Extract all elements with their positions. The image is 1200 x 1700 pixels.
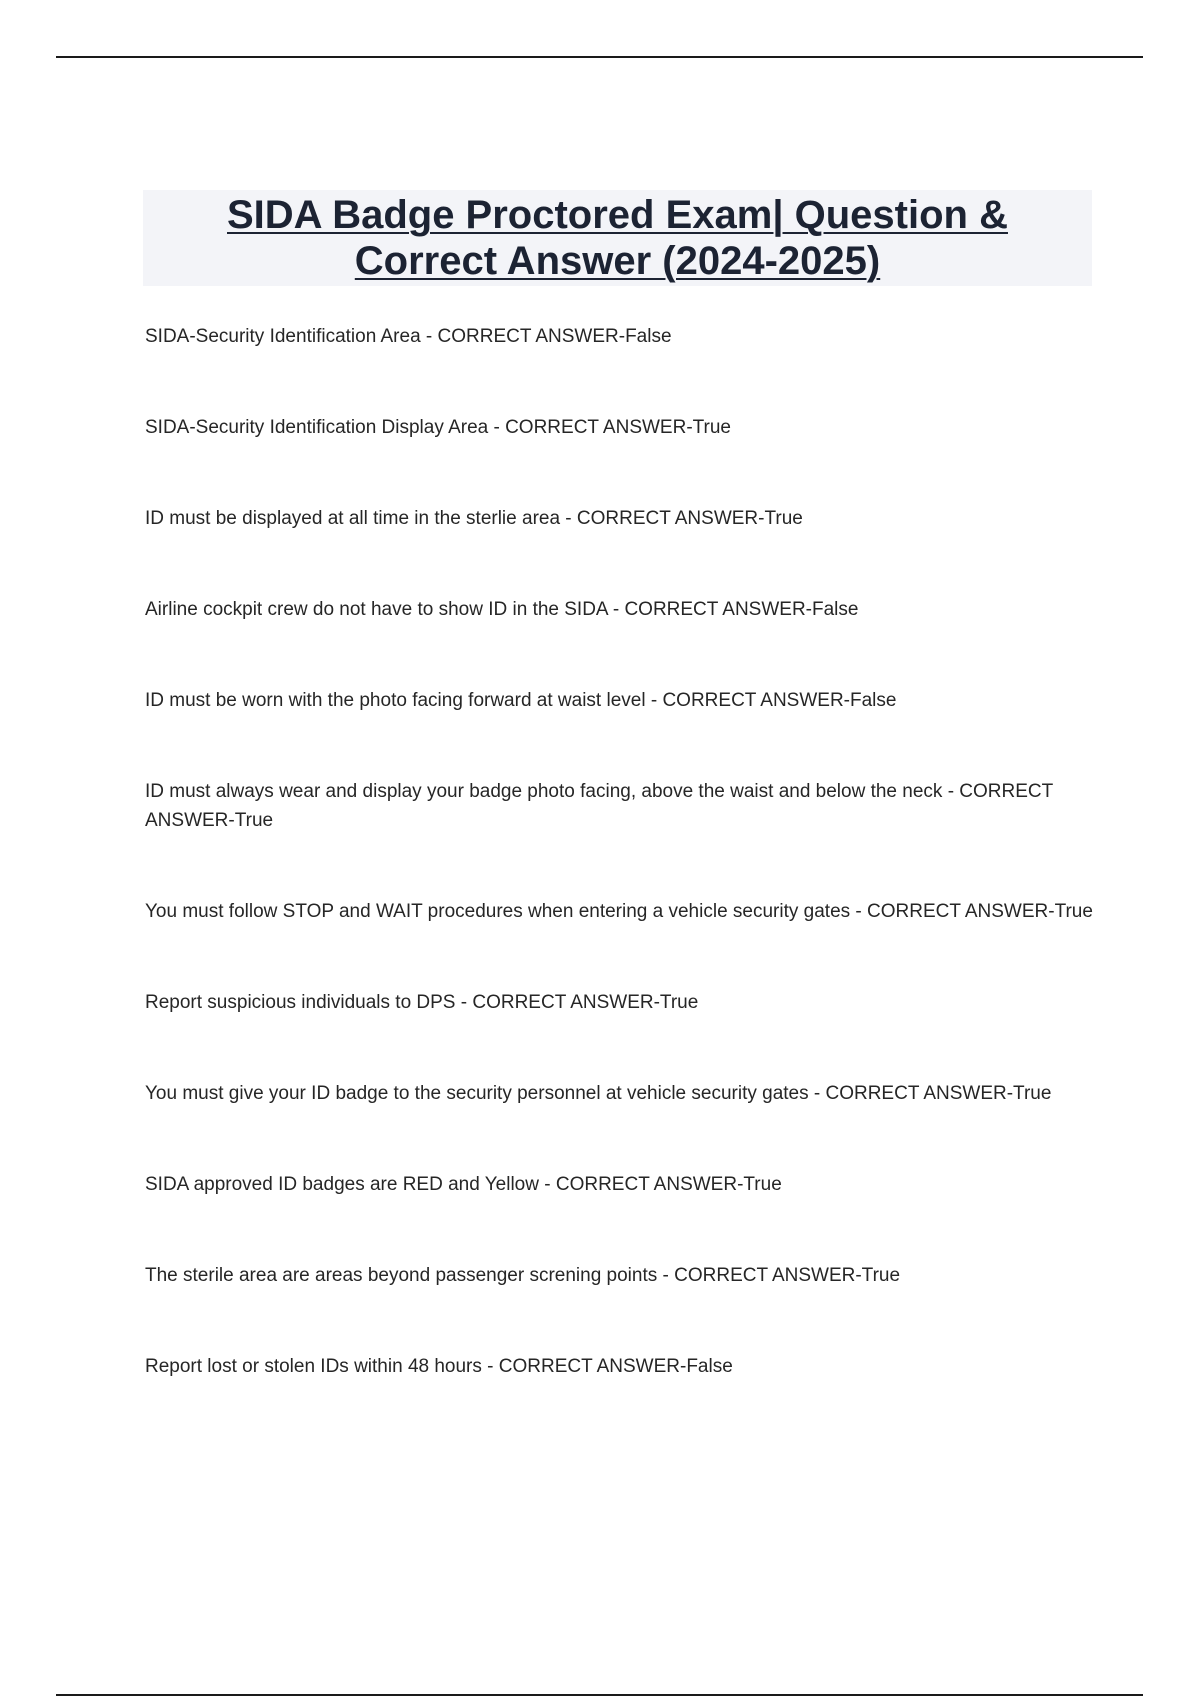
qa-item: ID must be displayed at all time in the sterlie area - CORRECT ANSWER-True xyxy=(145,508,803,529)
qa-item: Report lost or stolen IDs within 48 hours - CORRECT ANSWER-False xyxy=(145,1356,733,1377)
qa-item: ID must always wear and display your badge photo facing, above the waist and below the neck - CORRECT ANSWER-True xyxy=(145,781,1053,831)
qa-item: SIDA-Security Identification Display Area - CORRECT ANSWER-True xyxy=(145,417,732,438)
qa-item: Report suspicious individuals to DPS - CORRECT ANSWER-True xyxy=(145,992,699,1013)
qa-item: Airline cockpit crew do not have to show ID in the SIDA - CORRECT ANSWER-False xyxy=(145,599,859,620)
qa-item: You must follow STOP and WAIT procedures when entering a vehicle security gates - CORRECT ANSWER-True xyxy=(145,901,1093,922)
title-line-2: Correct Answer (2024-2025) xyxy=(354,239,881,283)
qa-item: The sterile area are areas beyond passenger screning points - CORRECT ANSWER-True xyxy=(145,1265,901,1286)
qa-item: SIDA-Security Identification Area - CORRECT ANSWER-False xyxy=(145,326,672,347)
qa-item: ID must be worn with the photo facing forward at waist level - CORRECT ANSWER-False xyxy=(145,690,897,711)
top-divider xyxy=(56,56,1143,58)
question-answer-list xyxy=(145,322,1095,1443)
title-line-1: SIDA Badge Proctored Exam| Question & xyxy=(227,193,1008,237)
qa-item: SIDA approved ID badges are RED and Yellow - CORRECT ANSWER-True xyxy=(145,1174,782,1195)
bottom-divider xyxy=(56,1694,1143,1696)
document-title xyxy=(143,190,1092,286)
qa-item: You must give your ID badge to the security personnel at vehicle security gates - CORRECT ANSWER-True xyxy=(145,1083,1052,1104)
